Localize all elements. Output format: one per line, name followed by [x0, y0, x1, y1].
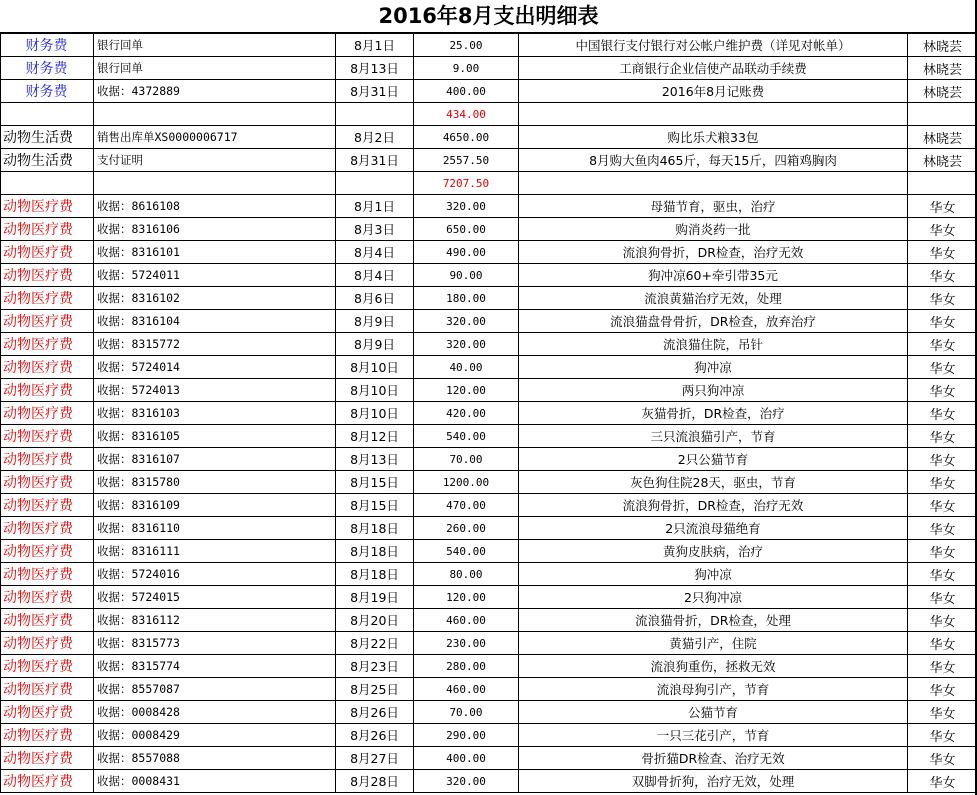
- category-cell[interactable]: 动物医疗费: [1, 379, 94, 402]
- document-cell[interactable]: 收据：8316112: [94, 609, 336, 632]
- document-cell[interactable]: 收据：0008431: [94, 770, 336, 793]
- amount-cell[interactable]: 180.00: [414, 287, 519, 310]
- table-row: [1, 126, 977, 149]
- category-cell[interactable]: 财务费: [1, 57, 94, 80]
- description-cell[interactable]: 流浪狗骨折，DR检查，治疗无效: [519, 494, 908, 517]
- person-cell[interactable]: 华女: [908, 563, 977, 586]
- category-cell[interactable]: 动物医疗费: [1, 655, 94, 678]
- document-cell[interactable]: 收据：8316110: [94, 517, 336, 540]
- date-cell[interactable]: 8月4日: [336, 241, 414, 264]
- description-cell[interactable]: 灰色狗住院28天，驱虫，节育: [519, 471, 908, 494]
- expense-table: [0, 33, 977, 793]
- description-cell[interactable]: 流浪黄猫治疗无效，处理: [519, 287, 908, 310]
- description-cell[interactable]: [519, 172, 908, 195]
- table-row: [1, 632, 977, 655]
- amount-cell[interactable]: 650.00: [414, 218, 519, 241]
- amount-cell[interactable]: 320.00: [414, 770, 519, 793]
- amount-cell[interactable]: 230.00: [414, 632, 519, 655]
- document-cell[interactable]: 收据：0008428: [94, 701, 336, 724]
- amount-cell[interactable]: 540.00: [414, 540, 519, 563]
- category-cell[interactable]: 财务费: [1, 34, 94, 57]
- person-cell[interactable]: 华女: [908, 310, 977, 333]
- category-cell[interactable]: 动物医疗费: [1, 747, 94, 770]
- date-cell[interactable]: 8月1日: [336, 195, 414, 218]
- table-row: [1, 517, 977, 540]
- table-row: [1, 379, 977, 402]
- description-cell[interactable]: 骨折猫DR检查、治疗无效: [519, 747, 908, 770]
- date-cell[interactable]: 8月9日: [336, 333, 414, 356]
- date-cell[interactable]: 8月18日: [336, 517, 414, 540]
- document-cell[interactable]: 收据：8316111: [94, 540, 336, 563]
- amount-cell[interactable]: 40.00: [414, 356, 519, 379]
- date-cell[interactable]: 8月4日: [336, 264, 414, 287]
- table-row: [1, 724, 977, 747]
- date-cell[interactable]: 8月31日: [336, 80, 414, 103]
- document-cell[interactable]: 支付证明: [94, 149, 336, 172]
- person-cell[interactable]: 林晓芸: [908, 126, 977, 149]
- document-cell[interactable]: 收据：8316103: [94, 402, 336, 425]
- table-row: [1, 678, 977, 701]
- category-cell[interactable]: 动物医疗费: [1, 195, 94, 218]
- date-cell[interactable]: 8月25日: [336, 678, 414, 701]
- description-cell[interactable]: 狗冲凉60+牵引带35元: [519, 264, 908, 287]
- person-cell[interactable]: 华女: [908, 471, 977, 494]
- category-cell[interactable]: [1, 172, 94, 195]
- description-cell[interactable]: 购比乐犬粮33包: [519, 126, 908, 149]
- date-cell[interactable]: 8月10日: [336, 402, 414, 425]
- category-cell[interactable]: 动物生活费: [1, 149, 94, 172]
- subtotal-amount-cell[interactable]: 434.00: [414, 103, 519, 126]
- amount-cell[interactable]: 420.00: [414, 402, 519, 425]
- category-cell[interactable]: 动物医疗费: [1, 540, 94, 563]
- description-cell[interactable]: 灰猫骨折，DR检查，治疗: [519, 402, 908, 425]
- category-cell[interactable]: 动物医疗费: [1, 494, 94, 517]
- document-cell[interactable]: 收据：5724015: [94, 586, 336, 609]
- description-cell[interactable]: 流浪狗重伤，拯救无效: [519, 655, 908, 678]
- amount-cell[interactable]: 2557.50: [414, 149, 519, 172]
- description-cell[interactable]: 黄狗皮肤病，治疗: [519, 540, 908, 563]
- person-cell[interactable]: 华女: [908, 770, 977, 793]
- document-cell[interactable]: 收据：5724013: [94, 379, 336, 402]
- amount-cell[interactable]: 470.00: [414, 494, 519, 517]
- subtotal-row: [1, 103, 977, 126]
- person-cell[interactable]: 华女: [908, 632, 977, 655]
- amount-cell[interactable]: 400.00: [414, 747, 519, 770]
- document-cell[interactable]: 收据：8316102: [94, 287, 336, 310]
- amount-cell[interactable]: 70.00: [414, 448, 519, 471]
- table-row: [1, 34, 977, 57]
- category-cell[interactable]: 动物医疗费: [1, 241, 94, 264]
- table-row: [1, 80, 977, 103]
- category-cell[interactable]: [1, 103, 94, 126]
- amount-cell[interactable]: 460.00: [414, 678, 519, 701]
- amount-cell[interactable]: 280.00: [414, 655, 519, 678]
- date-cell[interactable]: [336, 103, 414, 126]
- date-cell[interactable]: 8月13日: [336, 448, 414, 471]
- person-cell[interactable]: 华女: [908, 402, 977, 425]
- document-cell[interactable]: 收据：8316101: [94, 241, 336, 264]
- description-cell[interactable]: 黄猫引产，住院: [519, 632, 908, 655]
- person-cell[interactable]: 华女: [908, 287, 977, 310]
- table-row: [1, 241, 977, 264]
- table-row: [1, 655, 977, 678]
- table-row: [1, 586, 977, 609]
- amount-cell[interactable]: 320.00: [414, 333, 519, 356]
- category-cell[interactable]: 动物医疗费: [1, 770, 94, 793]
- subtotal-row: [1, 172, 977, 195]
- description-cell[interactable]: 流浪狗骨折，DR检查，治疗无效: [519, 241, 908, 264]
- description-cell[interactable]: 三只流浪猫引产，节育: [519, 425, 908, 448]
- person-cell[interactable]: 华女: [908, 333, 977, 356]
- date-cell[interactable]: 8月10日: [336, 356, 414, 379]
- date-cell[interactable]: 8月2日: [336, 126, 414, 149]
- document-cell[interactable]: [94, 172, 336, 195]
- date-cell[interactable]: 8月12日: [336, 425, 414, 448]
- category-cell[interactable]: 动物医疗费: [1, 218, 94, 241]
- category-cell[interactable]: 动物医疗费: [1, 632, 94, 655]
- sheet-title: 2016年8月支出明细表: [0, 0, 977, 33]
- description-cell[interactable]: 流浪猫盘骨骨折，DR检查，放弃治疗: [519, 310, 908, 333]
- category-cell[interactable]: 动物医疗费: [1, 287, 94, 310]
- amount-cell[interactable]: 260.00: [414, 517, 519, 540]
- date-cell[interactable]: [336, 172, 414, 195]
- category-cell[interactable]: 动物医疗费: [1, 609, 94, 632]
- document-cell[interactable]: 银行回单: [94, 57, 336, 80]
- document-cell[interactable]: 收据：4372889: [94, 80, 336, 103]
- date-cell[interactable]: 8月27日: [336, 747, 414, 770]
- document-cell[interactable]: 收据：8616108: [94, 195, 336, 218]
- expense-rows: [1, 34, 977, 793]
- table-row: [1, 195, 977, 218]
- description-cell[interactable]: 2只公猫节育: [519, 448, 908, 471]
- date-cell[interactable]: 8月9日: [336, 310, 414, 333]
- amount-cell[interactable]: 120.00: [414, 379, 519, 402]
- category-cell[interactable]: 动物医疗费: [1, 471, 94, 494]
- person-cell[interactable]: [908, 172, 977, 195]
- table-row: [1, 356, 977, 379]
- document-cell[interactable]: 收据：5724016: [94, 563, 336, 586]
- person-cell[interactable]: 林晓芸: [908, 80, 977, 103]
- table-row: [1, 563, 977, 586]
- person-cell[interactable]: 华女: [908, 540, 977, 563]
- category-cell[interactable]: 动物生活费: [1, 126, 94, 149]
- document-cell[interactable]: 销售出库单XS0000006717: [94, 126, 336, 149]
- document-cell[interactable]: 银行回单: [94, 34, 336, 57]
- amount-cell[interactable]: 90.00: [414, 264, 519, 287]
- date-cell[interactable]: 8月26日: [336, 701, 414, 724]
- document-cell[interactable]: 收据：8316104: [94, 310, 336, 333]
- date-cell[interactable]: 8月22日: [336, 632, 414, 655]
- person-cell[interactable]: 华女: [908, 356, 977, 379]
- table-row: [1, 609, 977, 632]
- date-cell[interactable]: 8月20日: [336, 609, 414, 632]
- person-cell[interactable]: 华女: [908, 448, 977, 471]
- table-row: [1, 425, 977, 448]
- amount-cell[interactable]: 490.00: [414, 241, 519, 264]
- document-cell[interactable]: 收据：8316106: [94, 218, 336, 241]
- person-cell[interactable]: 林晓芸: [908, 149, 977, 172]
- table-row: [1, 310, 977, 333]
- document-cell[interactable]: 收据：8557088: [94, 747, 336, 770]
- table-row: [1, 448, 977, 471]
- description-cell[interactable]: 双脚骨折狗，治疗无效，处理: [519, 770, 908, 793]
- date-cell[interactable]: 8月18日: [336, 563, 414, 586]
- category-cell[interactable]: 动物医疗费: [1, 264, 94, 287]
- person-cell[interactable]: 华女: [908, 195, 977, 218]
- table-row: [1, 57, 977, 80]
- description-cell[interactable]: 流浪猫住院，吊针: [519, 333, 908, 356]
- table-row: [1, 471, 977, 494]
- date-cell[interactable]: 8月3日: [336, 218, 414, 241]
- table-row: [1, 540, 977, 563]
- description-cell[interactable]: 工商银行企业信使产品联动手续费: [519, 57, 908, 80]
- description-cell[interactable]: 8月购大鱼肉465斤，每天15斤，四箱鸡胸肉: [519, 149, 908, 172]
- description-cell[interactable]: 公猫节育: [519, 701, 908, 724]
- table-row: [1, 701, 977, 724]
- document-cell[interactable]: 收据：8316105: [94, 425, 336, 448]
- category-cell[interactable]: 动物医疗费: [1, 563, 94, 586]
- document-cell[interactable]: 收据：5724011: [94, 264, 336, 287]
- description-cell[interactable]: 2016年8月记账费: [519, 80, 908, 103]
- amount-cell[interactable]: 9.00: [414, 57, 519, 80]
- amount-cell[interactable]: 540.00: [414, 425, 519, 448]
- description-cell[interactable]: 母猫节育，驱虫，治疗: [519, 195, 908, 218]
- category-cell[interactable]: 动物医疗费: [1, 333, 94, 356]
- description-cell[interactable]: 狗冲凉: [519, 356, 908, 379]
- person-cell[interactable]: 华女: [908, 609, 977, 632]
- person-cell[interactable]: 华女: [908, 586, 977, 609]
- date-cell[interactable]: 8月13日: [336, 57, 414, 80]
- document-cell[interactable]: 收据：8316107: [94, 448, 336, 471]
- amount-cell[interactable]: 1200.00: [414, 471, 519, 494]
- date-cell[interactable]: 8月6日: [336, 287, 414, 310]
- description-cell[interactable]: 两只狗冲凉: [519, 379, 908, 402]
- subtotal-amount-cell[interactable]: 7207.50: [414, 172, 519, 195]
- person-cell[interactable]: 华女: [908, 747, 977, 770]
- person-cell[interactable]: 华女: [908, 701, 977, 724]
- table-row: [1, 402, 977, 425]
- document-cell[interactable]: [94, 103, 336, 126]
- description-cell[interactable]: 2只流浪母猫绝育: [519, 517, 908, 540]
- amount-cell[interactable]: 80.00: [414, 563, 519, 586]
- document-cell[interactable]: 收据：8316109: [94, 494, 336, 517]
- description-cell[interactable]: 流浪母狗引产，节育: [519, 678, 908, 701]
- table-row: [1, 333, 977, 356]
- person-cell[interactable]: 华女: [908, 379, 977, 402]
- amount-cell[interactable]: 460.00: [414, 609, 519, 632]
- amount-cell[interactable]: 4650.00: [414, 126, 519, 149]
- person-cell[interactable]: 华女: [908, 494, 977, 517]
- date-cell[interactable]: 8月31日: [336, 149, 414, 172]
- category-cell[interactable]: 动物医疗费: [1, 402, 94, 425]
- person-cell[interactable]: [908, 103, 977, 126]
- date-cell[interactable]: 8月15日: [336, 494, 414, 517]
- description-cell[interactable]: 狗冲凉: [519, 563, 908, 586]
- person-cell[interactable]: 华女: [908, 241, 977, 264]
- person-cell[interactable]: 林晓芸: [908, 57, 977, 80]
- table-row: [1, 747, 977, 770]
- document-cell[interactable]: 收据：5724014: [94, 356, 336, 379]
- table-row: [1, 218, 977, 241]
- category-cell[interactable]: 动物医疗费: [1, 586, 94, 609]
- document-cell[interactable]: 收据：8315780: [94, 471, 336, 494]
- date-cell[interactable]: 8月23日: [336, 655, 414, 678]
- description-cell[interactable]: 一只三花引产，节育: [519, 724, 908, 747]
- date-cell[interactable]: 8月15日: [336, 471, 414, 494]
- document-cell[interactable]: 收据：8315772: [94, 333, 336, 356]
- amount-cell[interactable]: 25.00: [414, 34, 519, 57]
- person-cell[interactable]: 华女: [908, 724, 977, 747]
- document-cell[interactable]: 收据：8315773: [94, 632, 336, 655]
- date-cell[interactable]: 8月28日: [336, 770, 414, 793]
- table-row: [1, 149, 977, 172]
- amount-cell[interactable]: 320.00: [414, 310, 519, 333]
- category-cell[interactable]: 动物医疗费: [1, 448, 94, 471]
- person-cell[interactable]: 林晓芸: [908, 34, 977, 57]
- person-cell[interactable]: 华女: [908, 264, 977, 287]
- person-cell[interactable]: 华女: [908, 517, 977, 540]
- table-row: [1, 770, 977, 793]
- date-cell[interactable]: 8月1日: [336, 34, 414, 57]
- table-row: [1, 494, 977, 517]
- person-cell[interactable]: 华女: [908, 655, 977, 678]
- category-cell[interactable]: 动物医疗费: [1, 678, 94, 701]
- document-cell[interactable]: 收据：0008429: [94, 724, 336, 747]
- category-cell[interactable]: 动物医疗费: [1, 425, 94, 448]
- description-cell[interactable]: [519, 103, 908, 126]
- category-cell[interactable]: 动物医疗费: [1, 701, 94, 724]
- date-cell[interactable]: 8月18日: [336, 540, 414, 563]
- category-cell[interactable]: 动物医疗费: [1, 517, 94, 540]
- person-cell[interactable]: 华女: [908, 678, 977, 701]
- date-cell[interactable]: 8月19日: [336, 586, 414, 609]
- date-cell[interactable]: 8月10日: [336, 379, 414, 402]
- document-cell[interactable]: 收据：8315774: [94, 655, 336, 678]
- category-cell[interactable]: 动物医疗费: [1, 310, 94, 333]
- person-cell[interactable]: 华女: [908, 218, 977, 241]
- category-cell[interactable]: 财务费: [1, 80, 94, 103]
- document-cell[interactable]: 收据：8557087: [94, 678, 336, 701]
- description-cell[interactable]: 中国银行支付银行对公帐户维护费（详见对帐单）: [519, 34, 908, 57]
- amount-cell[interactable]: 290.00: [414, 724, 519, 747]
- date-cell[interactable]: 8月26日: [336, 724, 414, 747]
- amount-cell[interactable]: 400.00: [414, 80, 519, 103]
- category-cell[interactable]: 动物医疗费: [1, 724, 94, 747]
- table-row: [1, 287, 977, 310]
- description-cell[interactable]: 购消炎药一批: [519, 218, 908, 241]
- description-cell[interactable]: 2只狗冲凉: [519, 586, 908, 609]
- person-cell[interactable]: 华女: [908, 425, 977, 448]
- category-cell[interactable]: 动物医疗费: [1, 356, 94, 379]
- table-row: [1, 264, 977, 287]
- amount-cell[interactable]: 320.00: [414, 195, 519, 218]
- amount-cell[interactable]: 120.00: [414, 586, 519, 609]
- amount-cell[interactable]: 70.00: [414, 701, 519, 724]
- description-cell[interactable]: 流浪猫骨折，DR检查，处理: [519, 609, 908, 632]
